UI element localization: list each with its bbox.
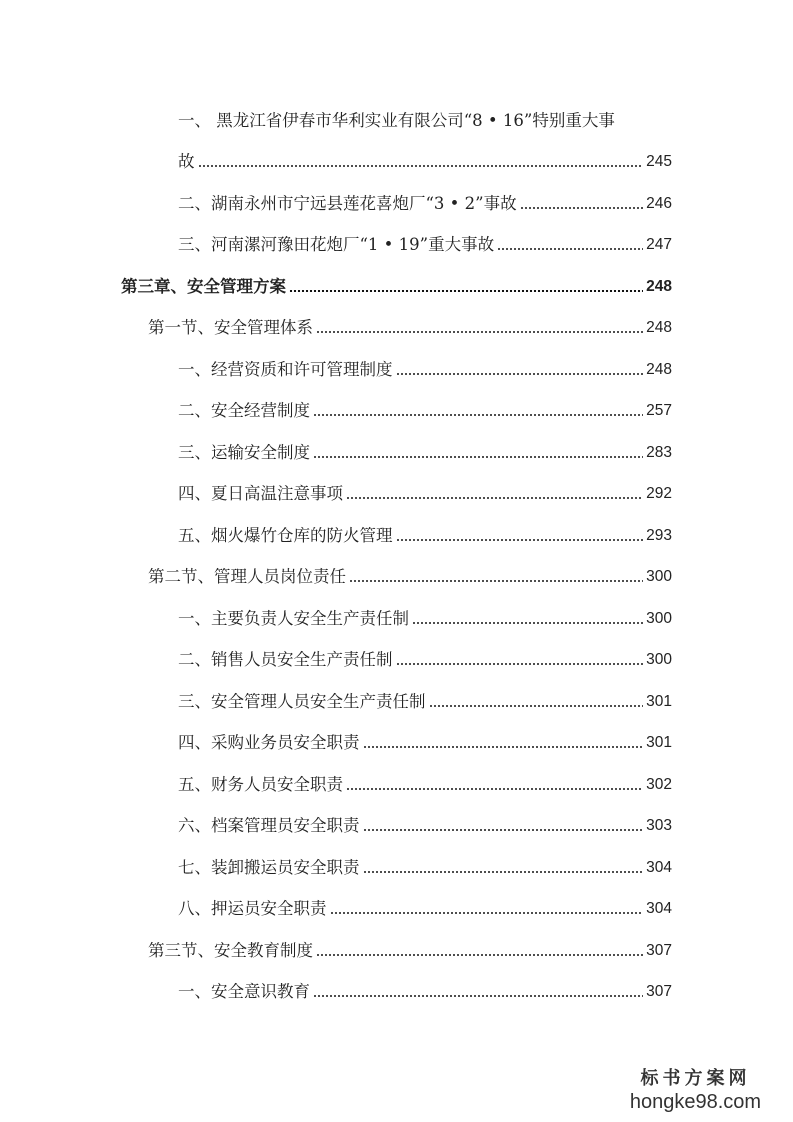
toc-entry[interactable] <box>178 683 672 713</box>
toc-entry[interactable] <box>178 600 672 630</box>
toc-page-number: 302 <box>646 776 672 793</box>
toc-chapter-entry[interactable] <box>121 268 672 298</box>
toc-entry[interactable] <box>178 434 672 464</box>
dot-leader <box>497 248 643 250</box>
dot-leader <box>316 331 643 333</box>
toc-entry-title: 五、烟火爆竹仓库的防火管理 <box>178 526 393 545</box>
toc-entry-title: 第三节、安全教育制度 <box>148 941 313 960</box>
toc-page-number: 300 <box>646 651 672 668</box>
toc-entry-title: 二、安全经营制度 <box>178 401 310 420</box>
dot-leader <box>198 165 644 167</box>
toc-page-number: 245 <box>646 153 672 170</box>
toc-entry-heilongjiang-line2[interactable] <box>178 143 672 173</box>
toc-entry[interactable] <box>178 807 672 837</box>
toc-entry-title: 二、湖南永州市宁远县莲花喜炮厂“3 • 2”事故 <box>178 194 517 213</box>
toc-page-number: 257 <box>646 402 672 419</box>
toc-entry-title: 一、主要负责人安全生产责任制 <box>178 609 409 628</box>
toc-entry[interactable] <box>178 226 672 256</box>
toc-entry-title: 五、财务人员安全职责 <box>178 775 343 794</box>
toc-page-number: 303 <box>646 817 672 834</box>
toc-entry-title: 一、 黑龙江省伊春市华利实业有限公司“8 • 16”特别重大事 <box>178 111 615 130</box>
dot-leader <box>520 207 644 209</box>
toc-page-number: 300 <box>646 568 672 585</box>
dot-leader <box>316 954 643 956</box>
toc-page-number: 293 <box>646 527 672 544</box>
dot-leader <box>330 912 644 914</box>
toc-page-number: 283 <box>646 444 672 461</box>
dot-leader <box>363 829 644 831</box>
dot-leader <box>396 663 644 665</box>
toc-page-number: 304 <box>646 859 672 876</box>
toc-section-entry[interactable] <box>148 932 672 962</box>
toc-entry[interactable] <box>178 392 672 422</box>
toc-entry[interactable] <box>178 849 672 879</box>
toc-entry[interactable] <box>178 475 672 505</box>
toc-entry-title: 四、采购业务员安全职责 <box>178 733 360 752</box>
toc-entry-title: 二、销售人员安全生产责任制 <box>178 650 393 669</box>
dot-leader <box>313 456 643 458</box>
dot-leader <box>289 290 643 292</box>
toc-entry-title: 三、安全管理人员安全生产责任制 <box>178 692 426 711</box>
toc-entry-title: 第三章、安全管理方案 <box>121 277 286 296</box>
toc-entry[interactable] <box>178 517 672 547</box>
dot-leader <box>363 871 644 873</box>
toc-entry-title: 六、档案管理员安全职责 <box>178 816 360 835</box>
toc-page-number: 248 <box>646 278 672 295</box>
toc-page-number: 292 <box>646 485 672 502</box>
toc-entry-title: 一、经营资质和许可管理制度 <box>178 360 393 379</box>
site-watermark <box>608 1068 783 1114</box>
toc-page-number: 307 <box>646 942 672 959</box>
toc-entry-title: 四、夏日高温注意事项 <box>178 484 343 503</box>
dot-leader <box>396 539 644 541</box>
dot-leader <box>346 788 643 790</box>
toc-entry[interactable] <box>178 766 672 796</box>
toc-entry-title: 故 <box>178 152 195 171</box>
toc-page-number: 248 <box>646 361 672 378</box>
toc-entry-title: 第二节、管理人员岗位责任 <box>148 567 346 586</box>
toc-page-number: 300 <box>646 610 672 627</box>
toc-page-number: 307 <box>646 983 672 1000</box>
dot-leader <box>349 580 643 582</box>
watermark-title: 标书方案网 <box>640 1068 751 1089</box>
toc-section-entry[interactable] <box>148 309 672 339</box>
dot-leader <box>313 995 643 997</box>
toc-page-number: 304 <box>646 900 672 917</box>
toc-entry-title: 八、押运员安全职责 <box>178 899 327 918</box>
toc-page-number: 246 <box>646 195 672 212</box>
dot-leader <box>412 622 643 624</box>
toc-entry-heilongjiang-line1[interactable] <box>178 102 672 132</box>
toc-entry[interactable] <box>178 351 672 381</box>
toc-entry[interactable] <box>178 890 672 920</box>
dot-leader <box>363 746 644 748</box>
toc-entry[interactable] <box>178 973 672 1003</box>
toc-entry-title: 七、装卸搬运员安全职责 <box>178 858 360 877</box>
toc-page-number: 247 <box>646 236 672 253</box>
dot-leader <box>429 705 644 707</box>
dot-leader <box>396 373 644 375</box>
toc-entry[interactable] <box>178 641 672 671</box>
watermark-url: hongke98.com <box>629 1091 762 1113</box>
toc-entry-title: 一、安全意识教育 <box>178 982 310 1001</box>
toc-entry[interactable] <box>178 185 672 215</box>
toc-entry[interactable] <box>178 724 672 754</box>
toc-section-entry[interactable] <box>148 558 672 588</box>
dot-leader <box>346 497 643 499</box>
toc-entry-title: 三、河南漯河豫田花炮厂“1 • 19”重大事故 <box>178 235 495 254</box>
toc-page-number: 301 <box>646 693 672 710</box>
toc-page-number: 248 <box>646 319 672 336</box>
dot-leader <box>313 414 643 416</box>
toc-entry-title: 第一节、安全管理体系 <box>148 318 313 337</box>
toc-entry-title: 三、运输安全制度 <box>178 443 310 462</box>
toc-page-number: 301 <box>646 734 672 751</box>
